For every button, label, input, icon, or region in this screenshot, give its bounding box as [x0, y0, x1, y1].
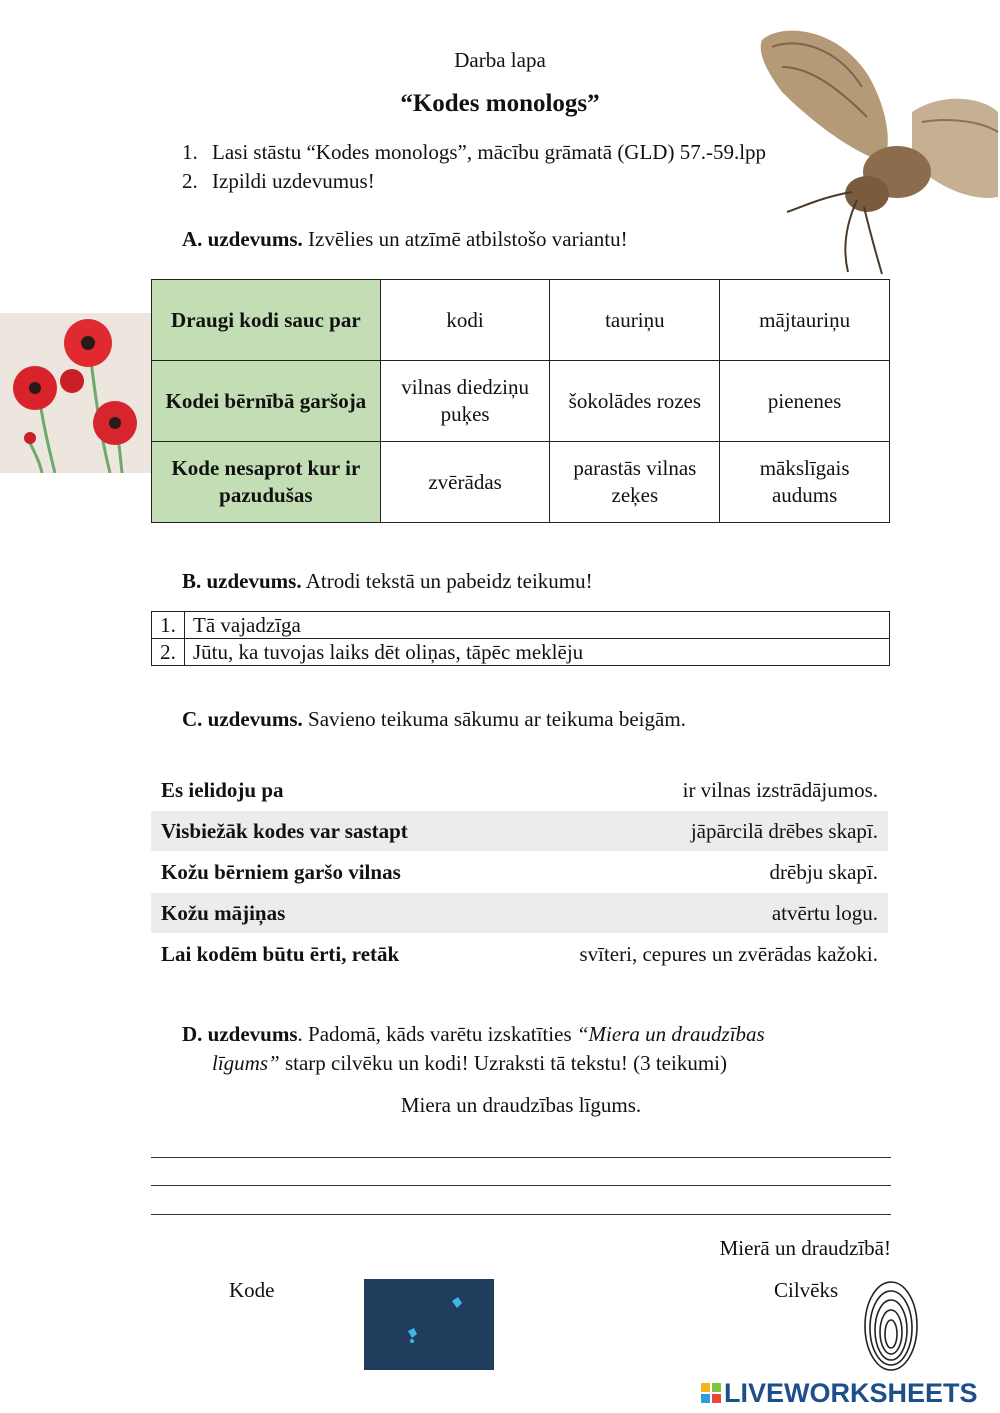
match-row — [151, 893, 888, 933]
worksheet-title: “Kodes monologs” — [400, 90, 600, 117]
table-row — [152, 639, 890, 666]
answer-option[interactable]: parastās vilnas zeķes — [550, 442, 720, 523]
worksheet-supertitle: Darba lapa — [454, 48, 546, 72]
task-c-heading — [182, 707, 686, 732]
task-d-text-b: starp cilvēku un kodi! Uzraksti tā tekstu! (3 teikumi) — [279, 1051, 727, 1075]
writing-line[interactable] — [151, 1157, 891, 1158]
instruction-1 — [182, 140, 766, 165]
watermark-text: LIVEWORKSHEETS — [724, 1378, 978, 1408]
liveworksheets-logo-icon — [700, 1380, 722, 1402]
moth-icon — [761, 31, 998, 274]
row-header: Kode nesaprot kur ir pazudušas — [152, 442, 381, 523]
answer-option[interactable]: šokolādes rozes — [550, 361, 720, 442]
row-number: 2. — [152, 639, 185, 666]
agreement-heading: Miera un draudzības līgums. — [400, 1093, 642, 1117]
fabric-swatch-image — [364, 1279, 494, 1370]
sentence-end[interactable]: svīteri, cepures un zvērādas kažoki. — [579, 942, 878, 966]
task-a-text: Izvēlies un atzīmē atbilstošo variantu! — [302, 227, 628, 251]
task-d-text-a: . Padomā, kāds varētu izskatīties — [297, 1022, 577, 1046]
sentence-to-complete[interactable]: Jūtu, ka tuvojas laiks dēt oliņas, tāpēc meklēju — [185, 639, 890, 666]
closing-text: Mierā un draudzībā! — [719, 1236, 891, 1260]
table-row — [152, 442, 890, 523]
fingerprint-icon — [862, 1278, 920, 1373]
answer-option[interactable]: vilnas diedziņu puķes — [380, 361, 550, 442]
answer-option[interactable]: zvērādas — [380, 442, 550, 523]
poppy-illustration — [0, 313, 152, 473]
liveworksheets-watermark — [700, 1378, 978, 1409]
instruction-2 — [182, 169, 375, 194]
answer-option[interactable]: kodi — [380, 280, 550, 361]
task-a-table — [151, 279, 890, 523]
match-row — [151, 811, 888, 851]
instruction-num: 1. — [182, 140, 198, 164]
table-row — [152, 612, 890, 639]
table-row — [152, 280, 890, 361]
task-a-label: A. uzdevums. — [182, 227, 303, 251]
task-d-label: D. uzdevums — [182, 1022, 298, 1046]
task-b-label: B. uzdevums. — [182, 569, 302, 593]
row-header: Kodei bērnībā garšoja — [152, 361, 381, 442]
match-row — [151, 770, 888, 810]
row-number: 1. — [152, 612, 185, 639]
answer-option[interactable]: mākslīgais audums — [720, 442, 890, 523]
task-a-heading — [182, 227, 628, 252]
task-d-heading — [182, 1020, 862, 1078]
table-row — [152, 361, 890, 442]
writing-line[interactable] — [151, 1214, 891, 1215]
task-b-heading — [182, 569, 593, 594]
instruction-text: Izpildi uzdevumus! — [212, 169, 375, 193]
instruction-num: 2. — [182, 169, 198, 193]
task-c-text: Savieno teikuma sākumu ar teikuma beigām. — [302, 707, 686, 731]
sentence-start[interactable]: Es ielidoju pa — [161, 778, 284, 802]
sentence-end[interactable]: atvērtu logu. — [771, 901, 878, 925]
sentence-end[interactable]: drēbju skapī. — [769, 860, 878, 884]
sentence-start[interactable]: Kožu mājiņas — [161, 901, 286, 925]
sentence-start[interactable]: Kožu bērniem garšo vilnas — [161, 860, 401, 884]
answer-option[interactable]: pienenes — [720, 361, 890, 442]
task-c-label: C. uzdevums. — [182, 707, 303, 731]
signature-label-moth: Kode — [229, 1278, 275, 1302]
moth-illustration — [752, 22, 1000, 277]
fabric-holes-icon — [364, 1279, 494, 1370]
signature-label-human: Cilvēks — [774, 1278, 839, 1302]
answer-option[interactable]: mājtauriņu — [720, 280, 890, 361]
sentence-to-complete[interactable]: Tā vajadzīga — [185, 612, 890, 639]
instruction-text: Lasi stāstu “Kodes monologs”, mācību grāmatā (GLD) 57.-59.lpp — [212, 140, 767, 164]
sentence-start[interactable]: Visbiežāk kodes var sastapt — [161, 819, 408, 843]
task-b-table — [151, 611, 890, 666]
sentence-start[interactable]: Lai kodēm būtu ērti, retāk — [161, 942, 400, 966]
match-row — [151, 934, 888, 974]
task-d-quote-b: līgums” — [212, 1051, 280, 1075]
answer-option[interactable]: tauriņu — [550, 280, 720, 361]
sentence-end[interactable]: ir vilnas izstrādājumos. — [682, 778, 878, 802]
sentence-end[interactable]: jāpārcilā drēbes skapī. — [690, 819, 878, 843]
task-b-text: Atrodi tekstā un pabeidz teikumu! — [301, 569, 593, 593]
row-header: Draugi kodi sauc par — [152, 280, 381, 361]
task-d-quote-a: “Miera un draudzības — [576, 1022, 765, 1046]
match-row — [151, 852, 888, 892]
writing-line[interactable] — [151, 1185, 891, 1186]
